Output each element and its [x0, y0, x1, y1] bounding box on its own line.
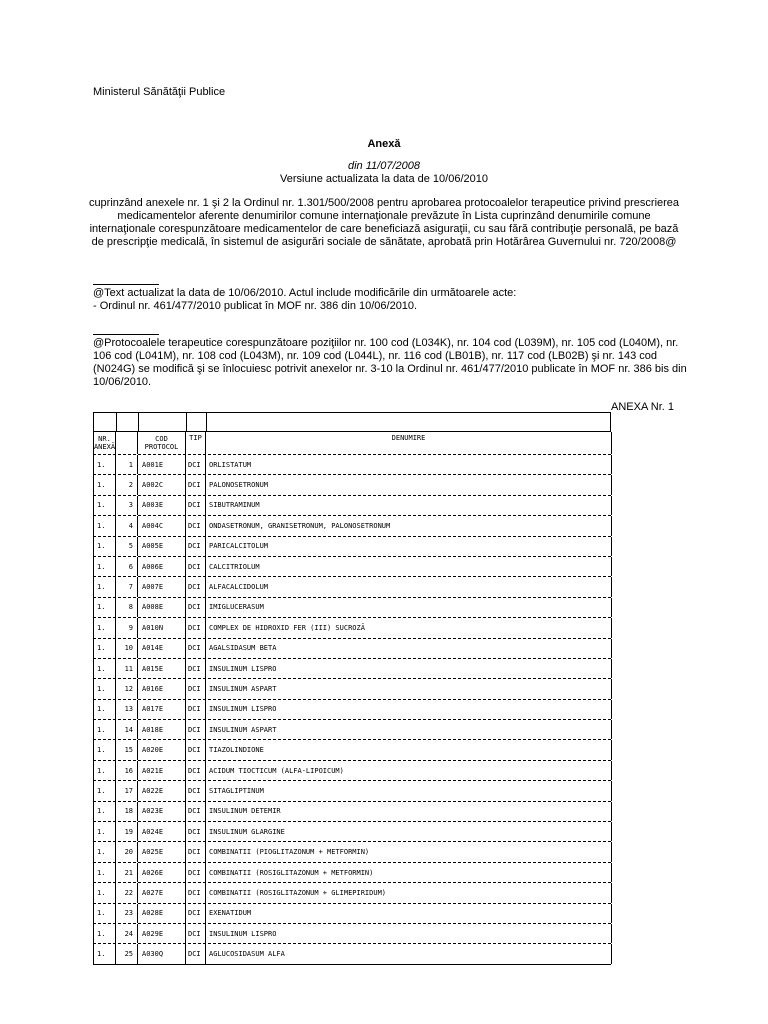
cell-tip: DCI — [186, 740, 206, 759]
divider — [93, 284, 159, 285]
cell-denumire: PALONOSETRONUM — [206, 475, 612, 494]
cell-anexa: 1. — [94, 904, 116, 923]
cell-denumire: PARICALCITOLUM — [206, 537, 612, 556]
table-row — [93, 822, 611, 842]
cell-tip: DCI — [186, 598, 206, 617]
cell-nr: 5 — [116, 537, 138, 556]
cell-anexa: 1. — [94, 720, 116, 739]
cell-cod: A030Q — [138, 944, 186, 963]
table-row — [93, 577, 611, 597]
table-row — [93, 618, 611, 638]
cell-denumire: ACIDUM TIOCTICUM (ALFA-LIPOICUM) — [206, 761, 612, 780]
cell-anexa: 1. — [94, 863, 116, 882]
protocol-note: @Protocoalele terapeutice corespunzătoare poziţiilor nr. 100 cod (L034K), nr. 104 cod (L039M), nr. 105 cod (L040M), nr. 106 cod (L041M), nr. 108 cod (L043M), nr. 109 cod (L044L), nr. 116 cod (LB01B), nr. 117 cod (LB02B) şi nr. 143 cod (N024G) se modifică şi se înlocuiesc potrivit anexelor nr. 3-10 la Ordinul nr. 461/477/2010 publicate în MOF nr. 386 bis din 10/06/2010. — [93, 337, 687, 388]
table-row — [93, 802, 611, 822]
update-note — [93, 287, 693, 313]
cell-nr: 7 — [116, 577, 138, 596]
cell-anexa: 1. — [94, 537, 116, 556]
header-denumire: DENUMIRE — [391, 434, 426, 442]
cell-denumire: AGALSIDASUM BETA — [206, 639, 612, 658]
cell-nr: 11 — [116, 659, 138, 678]
cell-denumire: INSULINUM GLARGINE — [206, 822, 612, 841]
cell-tip: DCI — [186, 802, 206, 821]
intro-paragraph: cuprinzând anexele nr. 1 şi 2 la Ordinul nr. 1.301/500/2008 pentru aprobarea protocoalelor terapeutice privind prescrierea medicamentelor aferente denumirilor comune internaţionale prevăzute în Lista cuprinzând denumirile comune internaţionale corespunzătoare medicamentelor de care beneficiază asiguraţii, cu sau fără contribuţie personală, pe bază de prescripţie medicală, în sistemul de asigurări sociale de sănătate, aprobată prin Hotărârea Guvernului nr. 720/2008@ — [88, 197, 680, 248]
cell-tip: DCI — [186, 700, 206, 719]
cell-cod: A018E — [138, 720, 186, 739]
table-row — [93, 781, 611, 801]
cell-tip: DCI — [186, 557, 206, 576]
cell-nr: 3 — [116, 496, 138, 515]
table-header — [93, 432, 611, 455]
anexa-label: ANEXA Nr. 1 — [611, 401, 674, 413]
cell-nr: 17 — [116, 781, 138, 800]
cell-denumire: COMPLEX DE HIDROXID FER (III) SUCROZĂ — [206, 618, 612, 637]
cell-cod: A001E — [138, 455, 186, 474]
ministry-name: Ministerul Sănătăţii Publice — [93, 86, 226, 98]
cell-denumire: ALFACALCIDOLUM — [206, 577, 612, 596]
cell-nr: 2 — [116, 475, 138, 494]
cell-anexa: 1. — [94, 802, 116, 821]
cell-cod: A006E — [138, 557, 186, 576]
cell-tip: DCI — [186, 904, 206, 923]
table-row — [93, 740, 611, 760]
cell-denumire: INSULINUM DETEMIR — [206, 802, 612, 821]
cell-denumire: EXENATIDUM — [206, 904, 612, 923]
update-note-line: @Text actualizat la data de 10/06/2010. Actul include modificările din următoarele acte: — [93, 287, 517, 299]
cell-anexa: 1. — [94, 822, 116, 841]
cell-denumire: INSULINUM LISPRO — [206, 924, 612, 943]
cell-tip: DCI — [186, 516, 206, 535]
cell-tip: DCI — [186, 537, 206, 556]
cell-anexa: 1. — [94, 598, 116, 617]
cell-tip: DCI — [186, 639, 206, 658]
table-body — [93, 455, 611, 965]
cell-anexa: 1. — [94, 639, 116, 658]
cell-denumire: IMIGLUCERASUM — [206, 598, 612, 617]
cell-nr: 10 — [116, 639, 138, 658]
cell-anexa: 1. — [94, 944, 116, 963]
cell-cod: A023E — [138, 802, 186, 821]
cell-nr: 25 — [116, 944, 138, 963]
table-row — [93, 944, 611, 964]
cell-anexa: 1. — [94, 557, 116, 576]
cell-nr: 21 — [116, 863, 138, 882]
cell-anexa: 1. — [94, 761, 116, 780]
cell-tip: DCI — [186, 455, 206, 474]
table-row — [93, 842, 611, 862]
cell-nr: 15 — [116, 740, 138, 759]
cell-nr: 13 — [116, 700, 138, 719]
header-protocol: PROTOCOL — [144, 443, 179, 451]
cell-tip: DCI — [186, 496, 206, 515]
document-date: din 11/07/2008 — [348, 160, 420, 172]
cell-anexa: 1. — [94, 740, 116, 759]
cell-denumire: CALCITRIOLUM — [206, 557, 612, 576]
table-row — [93, 659, 611, 679]
document-title: Anexă — [367, 138, 401, 150]
cell-nr: 24 — [116, 924, 138, 943]
cell-denumire: INSULINUM LISPRO — [206, 700, 612, 719]
cell-anexa: 1. — [94, 924, 116, 943]
table-row — [93, 557, 611, 577]
cell-tip: DCI — [186, 781, 206, 800]
table-top-band — [93, 412, 611, 432]
cell-denumire: COMBINATII (ROSIGLITAZONUM + METFORMIN) — [206, 863, 612, 882]
version-line: Versiune actualizata la data de 10/06/2010 — [280, 173, 488, 185]
cell-nr: 22 — [116, 883, 138, 902]
cell-anexa: 1. — [94, 679, 116, 698]
table-row — [93, 863, 611, 883]
table-row — [93, 496, 611, 516]
cell-anexa: 1. — [94, 700, 116, 719]
cell-cod: A025E — [138, 842, 186, 861]
cell-tip: DCI — [186, 577, 206, 596]
cell-cod: A022E — [138, 781, 186, 800]
cell-tip: DCI — [186, 883, 206, 902]
cell-cod: A016E — [138, 679, 186, 698]
table-row — [93, 924, 611, 944]
cell-tip: DCI — [186, 720, 206, 739]
cell-nr: 20 — [116, 842, 138, 861]
cell-anexa: 1. — [94, 781, 116, 800]
cell-nr: 12 — [116, 679, 138, 698]
table-row — [93, 904, 611, 924]
cell-tip: DCI — [186, 944, 206, 963]
cell-nr: 14 — [116, 720, 138, 739]
cell-cod: A020E — [138, 740, 186, 759]
cell-anexa: 1. — [94, 455, 116, 474]
cell-cod: A008E — [138, 598, 186, 617]
cell-denumire: SIBUTRAMINUM — [206, 496, 612, 515]
cell-denumire: ONDASETRONUM, GRANISETRONUM, PALONOSETRONUM — [206, 516, 612, 535]
cell-denumire: ORLISTATUM — [206, 455, 612, 474]
cell-tip: DCI — [186, 822, 206, 841]
cell-anexa: 1. — [94, 842, 116, 861]
header-tip: TIP — [189, 434, 202, 442]
cell-tip: DCI — [186, 679, 206, 698]
cell-cod: A021E — [138, 761, 186, 780]
cell-denumire: COMBINATII (ROSIGLITAZONUM + GLIMEPIRIDUM) — [206, 883, 612, 902]
divider — [93, 334, 159, 335]
cell-anexa: 1. — [94, 618, 116, 637]
table-row — [93, 537, 611, 557]
cell-cod: A003E — [138, 496, 186, 515]
cell-cod: A010N — [138, 618, 186, 637]
cell-tip: DCI — [186, 761, 206, 780]
cell-anexa: 1. — [94, 475, 116, 494]
table-row — [93, 475, 611, 495]
cell-cod: A007E — [138, 577, 186, 596]
table-row — [93, 679, 611, 699]
cell-anexa: 1. — [94, 577, 116, 596]
cell-tip: DCI — [186, 659, 206, 678]
header-cod: COD — [155, 435, 168, 443]
cell-nr: 16 — [116, 761, 138, 780]
cell-nr: 6 — [116, 557, 138, 576]
cell-nr: 9 — [116, 618, 138, 637]
cell-denumire: SITAGLIPTINUM — [206, 781, 612, 800]
cell-cod: A004C — [138, 516, 186, 535]
cell-tip: DCI — [186, 475, 206, 494]
cell-cod: A017E — [138, 700, 186, 719]
table-row — [93, 455, 611, 475]
cell-cod: A028E — [138, 904, 186, 923]
table-row — [93, 761, 611, 781]
cell-cod: A014E — [138, 639, 186, 658]
protocol-table — [93, 412, 611, 965]
cell-nr: 18 — [116, 802, 138, 821]
cell-anexa: 1. — [94, 496, 116, 515]
header-nr: NR. — [98, 435, 111, 443]
cell-nr: 19 — [116, 822, 138, 841]
cell-cod: A026E — [138, 863, 186, 882]
cell-anexa: 1. — [94, 516, 116, 535]
cell-anexa: 1. — [94, 883, 116, 902]
cell-denumire: INSULINUM ASPART — [206, 679, 612, 698]
table-row — [93, 700, 611, 720]
cell-denumire: COMBINATII (PIOGLITAZONUM + METFORMIN) — [206, 842, 612, 861]
table-row — [93, 720, 611, 740]
cell-nr: 23 — [116, 904, 138, 923]
cell-denumire: INSULINUM LISPRO — [206, 659, 612, 678]
cell-cod: A024E — [138, 822, 186, 841]
cell-tip: DCI — [186, 924, 206, 943]
cell-cod: A005E — [138, 537, 186, 556]
table-row — [93, 598, 611, 618]
header-anexa: ANEXĂ — [93, 443, 116, 451]
cell-tip: DCI — [186, 618, 206, 637]
cell-anexa: 1. — [94, 659, 116, 678]
cell-nr: 4 — [116, 516, 138, 535]
cell-cod: A029E — [138, 924, 186, 943]
update-note-line: - Ordinul nr. 461/477/2010 publicat în MOF nr. 386 din 10/06/2010. — [93, 300, 418, 312]
cell-cod: A015E — [138, 659, 186, 678]
cell-cod: A027E — [138, 883, 186, 902]
cell-tip: DCI — [186, 863, 206, 882]
table-row — [93, 639, 611, 659]
cell-nr: 8 — [116, 598, 138, 617]
cell-tip: DCI — [186, 842, 206, 861]
table-row — [93, 516, 611, 536]
cell-denumire: TIAZOLINDIONE — [206, 740, 612, 759]
cell-denumire: AGLUCOSIDASUM ALFA — [206, 944, 612, 963]
cell-denumire: INSULINUM ASPART — [206, 720, 612, 739]
cell-nr: 1 — [116, 455, 138, 474]
cell-cod: A002C — [138, 475, 186, 494]
table-row — [93, 883, 611, 903]
